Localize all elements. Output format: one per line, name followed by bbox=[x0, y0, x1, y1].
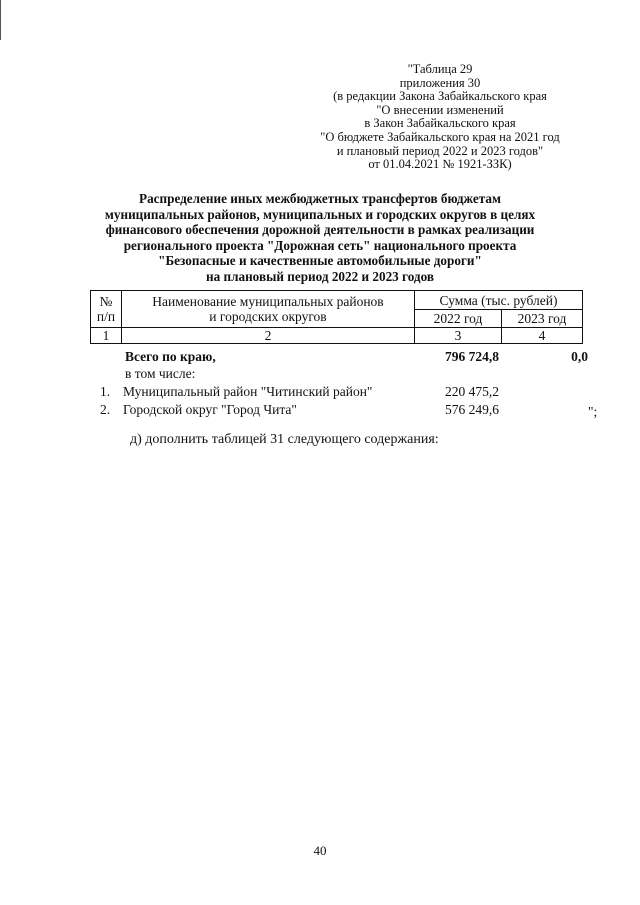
header-line: "О бюджете Забайкальского края на 2021 год bbox=[320, 129, 560, 144]
header-line: и плановый период 2022 и 2023 годов" bbox=[336, 143, 544, 158]
col-name-sublabel: и городских округов bbox=[209, 309, 327, 324]
header-line: "О внесении изменений bbox=[376, 102, 504, 117]
col-2023-header: 2023 год bbox=[502, 310, 583, 328]
table-title bbox=[80, 191, 560, 285]
title-line: "Безопасные и качественные автомобильные дороги" bbox=[158, 253, 482, 269]
subtitle-text: в том числе: bbox=[125, 366, 196, 381]
col-name-label: Наименование муниципальных районов bbox=[152, 294, 384, 309]
transfers-table-header bbox=[90, 290, 583, 344]
total-2022-value: 796 724,8 bbox=[445, 349, 499, 364]
header-line: от 01.04.2021 № 1921-ЗЗК) bbox=[368, 157, 512, 172]
index-cell: 1 bbox=[91, 328, 122, 344]
row-name: Муниципальный район "Читинский район" bbox=[123, 384, 373, 399]
index-cell: 4 bbox=[502, 328, 583, 344]
title-line: финансового обеспечения дорожной деятельности в рамках реализации bbox=[105, 222, 535, 238]
amendment-note: д) дополнить таблицей 31 следующего содержания: bbox=[130, 432, 439, 447]
closing-quote: "; bbox=[588, 404, 598, 419]
index-cell: 2 bbox=[122, 328, 415, 344]
title-line: муниципальных районов, муниципальных и городских округов в целях bbox=[104, 206, 536, 222]
header-line: в Закон Забайкальского края bbox=[364, 116, 516, 131]
col-name-header bbox=[122, 291, 415, 328]
title-line: регионального проекта "Дорожная сеть" национального проекта bbox=[123, 237, 517, 253]
page-number: 40 bbox=[313, 843, 327, 858]
row-number: 2. bbox=[100, 402, 111, 417]
total-label: Всего по краю, bbox=[125, 349, 216, 364]
index-cell: 3 bbox=[415, 328, 502, 344]
appendix-header bbox=[300, 63, 580, 172]
col-2022-header: 2022 год bbox=[415, 310, 502, 328]
scan-edge-line bbox=[0, 0, 1, 40]
header-line: (в редакции Закона Забайкальского края bbox=[333, 89, 547, 104]
title-line: Распределение иных межбюджетных трансфертов бюджетам bbox=[139, 191, 501, 206]
row-2022-value: 576 249,6 bbox=[445, 402, 499, 417]
row-number: 1. bbox=[100, 384, 111, 399]
title-line: на плановый период 2022 и 2023 годов bbox=[206, 268, 434, 284]
header-line: приложения 30 bbox=[399, 75, 481, 90]
row-name: Городской округ "Город Чита" bbox=[123, 402, 297, 417]
header-line: "Таблица 29 bbox=[407, 62, 473, 76]
total-2023-value: 0,0 bbox=[571, 349, 588, 364]
col-number-header bbox=[91, 291, 122, 328]
col-number-label: № bbox=[99, 294, 113, 309]
col-sum-header: Сумма (тыс. рублей) bbox=[415, 291, 583, 310]
col-number-sublabel: п/п bbox=[96, 309, 116, 324]
row-2022-value: 220 475,2 bbox=[445, 384, 499, 399]
